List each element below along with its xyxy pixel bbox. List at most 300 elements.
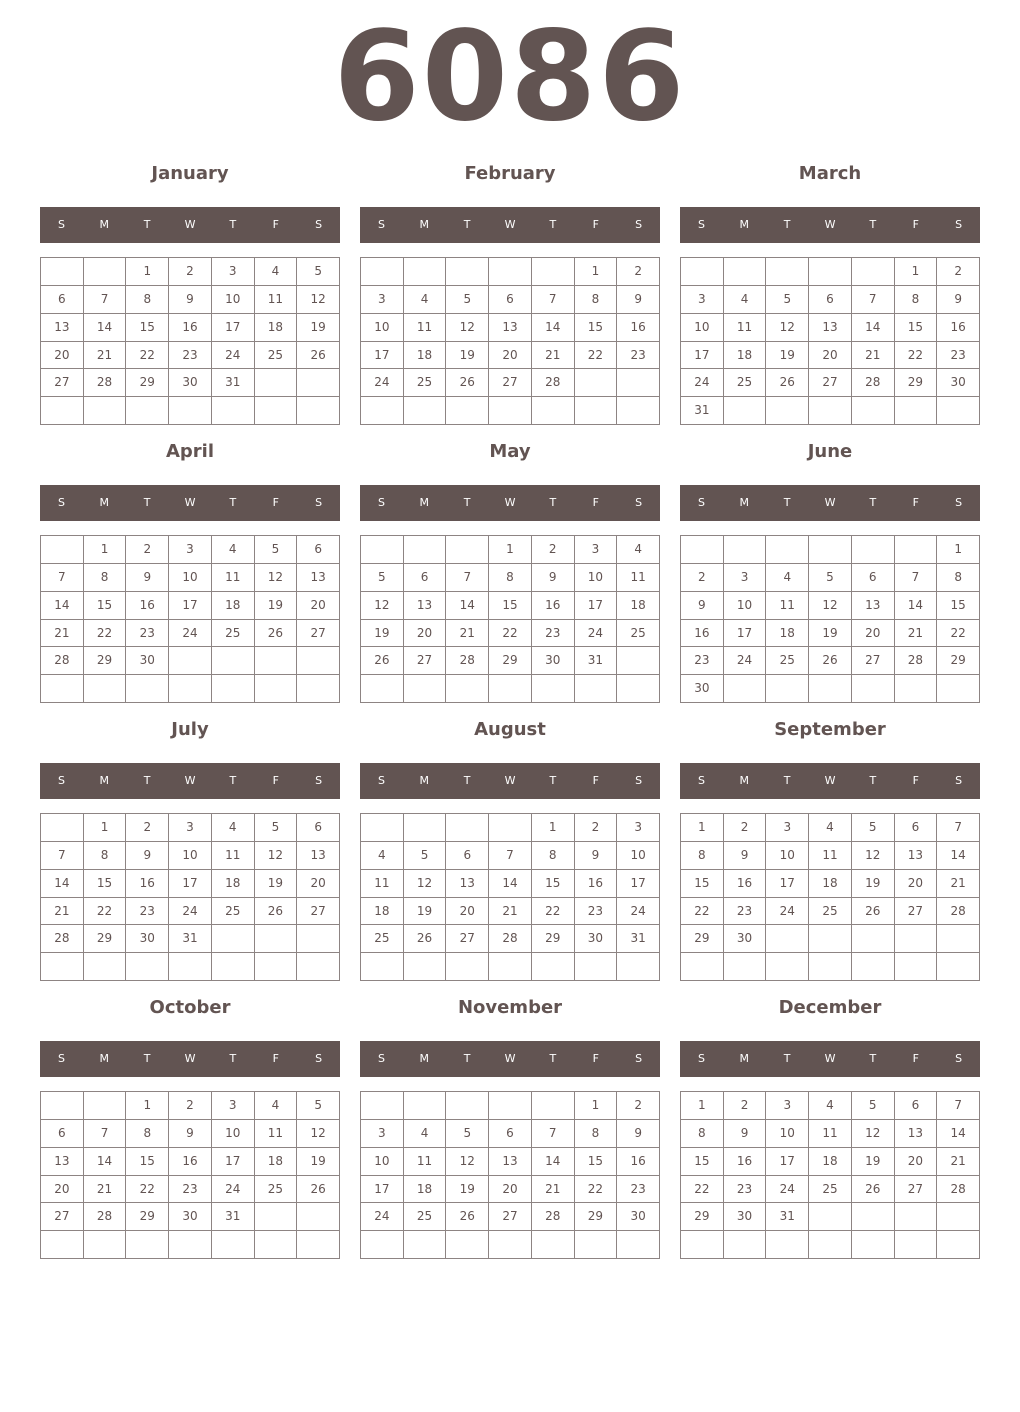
weekday-label: W	[824, 1052, 836, 1065]
day-cell: 21	[937, 1148, 980, 1176]
weekday-label: T	[783, 1052, 791, 1065]
day-cell: 21	[895, 620, 938, 648]
day-cell: 12	[255, 842, 298, 870]
day-cell: 12	[446, 1148, 489, 1176]
day-cell: 22	[489, 620, 532, 648]
day-cell: 8	[489, 564, 532, 592]
day-cell	[446, 953, 489, 981]
day-cell: 7	[84, 286, 127, 314]
day-cell: 12	[809, 592, 852, 620]
day-cell	[489, 814, 532, 842]
weekday-label: S	[377, 496, 385, 509]
day-cell: 24	[681, 369, 724, 397]
weekday-header	[40, 1041, 340, 1077]
day-cell	[126, 675, 169, 703]
day-cell	[617, 397, 660, 425]
day-cell: 13	[41, 1148, 84, 1176]
day-cell: 18	[212, 870, 255, 898]
day-cell	[617, 369, 660, 397]
day-cell	[489, 953, 532, 981]
day-cell: 12	[446, 314, 489, 342]
day-cell: 17	[212, 314, 255, 342]
day-cell: 10	[575, 564, 618, 592]
day-cell: 26	[809, 647, 852, 675]
day-cell: 8	[84, 842, 127, 870]
day-cell	[617, 1231, 660, 1259]
day-cell: 22	[126, 342, 169, 370]
day-cell: 22	[681, 1176, 724, 1204]
day-cell: 26	[297, 342, 340, 370]
day-cell: 31	[575, 647, 618, 675]
day-cell	[852, 258, 895, 286]
day-cell: 28	[895, 647, 938, 675]
day-cell: 21	[41, 620, 84, 648]
day-cell	[937, 1231, 980, 1259]
weekday-label: T	[783, 774, 791, 787]
day-cell: 2	[169, 1092, 212, 1120]
day-cell	[297, 953, 340, 981]
day-cell	[809, 536, 852, 564]
day-cell	[126, 397, 169, 425]
day-cell: 17	[617, 870, 660, 898]
day-cell	[169, 953, 212, 981]
day-cell: 14	[84, 1148, 127, 1176]
day-cell	[489, 397, 532, 425]
day-grid	[40, 1091, 340, 1259]
day-cell: 18	[809, 1148, 852, 1176]
year-title: 6086	[333, 5, 687, 149]
day-cell: 30	[126, 647, 169, 675]
day-cell	[681, 536, 724, 564]
day-cell: 16	[617, 314, 660, 342]
weekday-label: T	[869, 218, 877, 231]
day-cell: 25	[212, 898, 255, 926]
weekday-label: S	[697, 218, 705, 231]
day-cell: 16	[126, 870, 169, 898]
day-cell	[937, 397, 980, 425]
day-cell: 17	[169, 592, 212, 620]
month-name: May	[489, 441, 531, 462]
day-cell: 20	[852, 620, 895, 648]
weekday-label: M	[419, 496, 430, 509]
day-cell: 18	[212, 592, 255, 620]
day-cell	[809, 1203, 852, 1231]
day-cell	[361, 1092, 404, 1120]
day-cell: 5	[297, 1092, 340, 1120]
day-cell	[617, 647, 660, 675]
day-cell: 27	[41, 1203, 84, 1231]
day-grid	[40, 813, 340, 981]
day-cell: 3	[361, 286, 404, 314]
day-cell: 15	[895, 314, 938, 342]
weekday-header	[680, 763, 980, 799]
day-cell: 12	[404, 870, 447, 898]
day-cell: 2	[937, 258, 980, 286]
day-cell: 4	[255, 1092, 298, 1120]
day-cell: 12	[766, 314, 809, 342]
day-cell: 2	[681, 564, 724, 592]
day-cell	[937, 925, 980, 953]
day-cell: 11	[724, 314, 767, 342]
day-cell: 5	[766, 286, 809, 314]
weekday-label: F	[592, 774, 599, 787]
weekday-label: S	[315, 1052, 323, 1065]
weekday-label: S	[955, 496, 963, 509]
day-cell: 1	[681, 814, 724, 842]
weekday-label: W	[824, 774, 836, 787]
day-cell: 11	[255, 1120, 298, 1148]
day-cell: 14	[852, 314, 895, 342]
day-cell: 30	[169, 1203, 212, 1231]
day-cell: 6	[404, 564, 447, 592]
day-cell: 9	[532, 564, 575, 592]
day-grid	[360, 535, 660, 703]
day-cell: 17	[575, 592, 618, 620]
day-cell: 21	[532, 1176, 575, 1204]
month-name: December	[778, 997, 882, 1018]
weekday-label: W	[504, 496, 516, 509]
weekday-label: S	[697, 774, 705, 787]
weekday-label: S	[315, 496, 323, 509]
day-cell: 26	[255, 620, 298, 648]
weekday-label: T	[143, 1052, 151, 1065]
weekday-label: M	[419, 218, 430, 231]
day-cell: 3	[169, 536, 212, 564]
day-cell: 28	[532, 369, 575, 397]
day-cell	[255, 369, 298, 397]
day-cell	[297, 1231, 340, 1259]
day-cell: 1	[937, 536, 980, 564]
day-cell: 19	[852, 1148, 895, 1176]
day-cell: 3	[724, 564, 767, 592]
weekday-label: S	[955, 218, 963, 231]
day-cell	[297, 369, 340, 397]
day-cell: 7	[532, 286, 575, 314]
day-cell	[575, 953, 618, 981]
day-cell: 4	[361, 842, 404, 870]
weekday-label: W	[184, 1052, 196, 1065]
day-cell: 10	[724, 592, 767, 620]
day-cell: 30	[575, 925, 618, 953]
day-cell	[41, 953, 84, 981]
day-cell: 10	[169, 842, 212, 870]
day-cell: 20	[404, 620, 447, 648]
day-cell: 19	[766, 342, 809, 370]
day-cell	[404, 1231, 447, 1259]
day-cell: 8	[681, 842, 724, 870]
weekday-label: M	[99, 218, 110, 231]
day-cell: 24	[212, 1176, 255, 1204]
day-cell: 15	[126, 1148, 169, 1176]
day-cell: 29	[84, 925, 127, 953]
day-cell: 7	[446, 564, 489, 592]
months-grid	[40, 148, 980, 1260]
day-cell	[41, 814, 84, 842]
day-cell	[297, 675, 340, 703]
day-cell: 22	[84, 898, 127, 926]
month-june	[680, 426, 980, 704]
weekday-label: M	[99, 496, 110, 509]
day-cell: 6	[41, 286, 84, 314]
day-cell: 28	[937, 898, 980, 926]
day-cell: 30	[126, 925, 169, 953]
day-cell: 6	[489, 286, 532, 314]
day-cell: 31	[681, 397, 724, 425]
day-cell	[361, 1231, 404, 1259]
day-cell	[361, 814, 404, 842]
day-cell: 23	[532, 620, 575, 648]
day-cell	[575, 1231, 618, 1259]
day-grid	[360, 257, 660, 425]
day-cell	[297, 647, 340, 675]
day-cell: 9	[937, 286, 980, 314]
day-cell: 11	[404, 1148, 447, 1176]
month-april	[40, 426, 340, 704]
day-cell	[212, 675, 255, 703]
day-cell: 11	[809, 842, 852, 870]
day-cell: 4	[255, 258, 298, 286]
day-cell	[212, 925, 255, 953]
day-cell: 17	[212, 1148, 255, 1176]
day-cell	[724, 953, 767, 981]
day-cell: 18	[809, 870, 852, 898]
day-cell	[724, 1231, 767, 1259]
day-cell: 6	[895, 814, 938, 842]
day-cell: 15	[681, 870, 724, 898]
weekday-label: W	[184, 496, 196, 509]
month-name: March	[798, 163, 862, 184]
day-cell: 10	[681, 314, 724, 342]
day-cell: 3	[212, 258, 255, 286]
weekday-label: W	[824, 496, 836, 509]
day-cell	[404, 258, 447, 286]
day-cell: 17	[169, 870, 212, 898]
day-cell	[446, 536, 489, 564]
weekday-label: M	[739, 496, 750, 509]
day-cell	[852, 1231, 895, 1259]
day-cell: 15	[126, 314, 169, 342]
month-march	[680, 148, 980, 426]
day-cell: 17	[361, 1176, 404, 1204]
day-cell	[41, 258, 84, 286]
day-cell: 5	[361, 564, 404, 592]
day-cell: 25	[809, 898, 852, 926]
weekday-label: S	[635, 218, 643, 231]
weekday-label: T	[143, 218, 151, 231]
day-cell	[895, 1231, 938, 1259]
day-cell: 28	[532, 1203, 575, 1231]
month-name: August	[474, 719, 546, 740]
day-cell: 25	[404, 1203, 447, 1231]
day-cell: 25	[212, 620, 255, 648]
weekday-label: S	[635, 1052, 643, 1065]
day-cell: 5	[809, 564, 852, 592]
weekday-label: W	[824, 218, 836, 231]
day-cell: 14	[532, 314, 575, 342]
weekday-header	[360, 763, 660, 799]
day-cell: 22	[681, 898, 724, 926]
day-cell: 22	[895, 342, 938, 370]
day-cell	[84, 1231, 127, 1259]
day-cell: 29	[489, 647, 532, 675]
day-cell: 20	[895, 1148, 938, 1176]
day-cell: 15	[84, 592, 127, 620]
day-cell: 19	[297, 314, 340, 342]
day-cell: 4	[809, 814, 852, 842]
day-cell: 7	[84, 1120, 127, 1148]
day-cell: 6	[489, 1120, 532, 1148]
day-cell: 26	[852, 1176, 895, 1204]
day-cell: 15	[532, 870, 575, 898]
day-cell: 6	[41, 1120, 84, 1148]
month-september	[680, 704, 980, 982]
day-cell	[84, 1092, 127, 1120]
day-cell	[617, 675, 660, 703]
day-cell	[489, 258, 532, 286]
day-cell: 1	[575, 1092, 618, 1120]
day-cell: 12	[852, 1120, 895, 1148]
day-cell: 10	[361, 314, 404, 342]
day-cell	[404, 397, 447, 425]
weekday-label: W	[504, 774, 516, 787]
day-cell: 16	[169, 1148, 212, 1176]
day-cell: 10	[361, 1148, 404, 1176]
day-cell: 17	[724, 620, 767, 648]
day-cell: 19	[361, 620, 404, 648]
month-january	[40, 148, 340, 426]
day-cell: 1	[681, 1092, 724, 1120]
day-cell: 21	[852, 342, 895, 370]
day-cell: 31	[766, 1203, 809, 1231]
day-cell: 25	[255, 342, 298, 370]
day-cell: 27	[852, 647, 895, 675]
weekday-header	[40, 485, 340, 521]
day-cell: 29	[937, 647, 980, 675]
day-cell	[766, 925, 809, 953]
weekday-label: T	[229, 218, 237, 231]
day-cell	[809, 953, 852, 981]
day-cell	[212, 1231, 255, 1259]
day-cell: 3	[169, 814, 212, 842]
day-cell	[681, 1231, 724, 1259]
day-cell: 25	[809, 1176, 852, 1204]
day-cell	[489, 1092, 532, 1120]
day-cell	[255, 397, 298, 425]
day-cell: 1	[895, 258, 938, 286]
day-cell: 21	[489, 898, 532, 926]
weekday-header	[360, 485, 660, 521]
day-cell: 11	[212, 564, 255, 592]
day-cell: 11	[617, 564, 660, 592]
day-cell	[84, 953, 127, 981]
day-cell	[404, 675, 447, 703]
weekday-label: T	[549, 1052, 557, 1065]
day-cell	[446, 258, 489, 286]
day-cell: 8	[126, 286, 169, 314]
day-cell: 19	[852, 870, 895, 898]
day-cell: 4	[766, 564, 809, 592]
day-cell	[489, 675, 532, 703]
weekday-label: S	[57, 774, 65, 787]
day-cell	[255, 925, 298, 953]
day-cell: 15	[937, 592, 980, 620]
day-cell: 11	[766, 592, 809, 620]
weekday-label: F	[912, 218, 919, 231]
day-cell: 30	[681, 675, 724, 703]
day-cell: 18	[255, 1148, 298, 1176]
day-cell: 20	[489, 342, 532, 370]
day-cell	[84, 258, 127, 286]
day-cell: 14	[937, 842, 980, 870]
day-cell: 26	[404, 925, 447, 953]
weekday-label: M	[99, 774, 110, 787]
day-cell	[937, 1203, 980, 1231]
day-cell: 24	[212, 342, 255, 370]
month-name: June	[807, 441, 853, 462]
day-cell: 16	[617, 1148, 660, 1176]
day-cell: 10	[617, 842, 660, 870]
day-cell: 5	[852, 1092, 895, 1120]
day-cell: 12	[852, 842, 895, 870]
day-cell: 31	[617, 925, 660, 953]
day-cell: 13	[489, 314, 532, 342]
day-cell: 16	[575, 870, 618, 898]
day-cell	[84, 675, 127, 703]
day-cell: 16	[681, 620, 724, 648]
weekday-header	[680, 485, 980, 521]
month-name: February	[464, 163, 556, 184]
day-cell	[895, 925, 938, 953]
day-cell	[895, 675, 938, 703]
weekday-label: S	[697, 1052, 705, 1065]
day-cell: 13	[297, 842, 340, 870]
day-cell: 1	[532, 814, 575, 842]
day-cell: 7	[852, 286, 895, 314]
day-cell: 14	[489, 870, 532, 898]
day-cell: 15	[575, 314, 618, 342]
day-cell: 2	[617, 258, 660, 286]
day-cell: 24	[169, 620, 212, 648]
day-cell: 25	[617, 620, 660, 648]
day-cell	[532, 397, 575, 425]
day-cell: 18	[617, 592, 660, 620]
day-cell	[41, 397, 84, 425]
day-cell: 13	[895, 842, 938, 870]
weekday-header	[40, 763, 340, 799]
weekday-label: M	[739, 218, 750, 231]
day-cell: 14	[41, 870, 84, 898]
day-cell: 9	[617, 1120, 660, 1148]
day-cell: 3	[617, 814, 660, 842]
day-cell	[361, 536, 404, 564]
day-cell: 24	[724, 647, 767, 675]
day-cell	[809, 925, 852, 953]
day-cell	[446, 1092, 489, 1120]
day-cell: 5	[446, 1120, 489, 1148]
day-cell: 28	[41, 925, 84, 953]
day-cell: 26	[766, 369, 809, 397]
day-cell: 13	[895, 1120, 938, 1148]
day-cell: 22	[575, 1176, 618, 1204]
day-cell: 30	[724, 925, 767, 953]
day-cell: 13	[404, 592, 447, 620]
day-cell	[361, 953, 404, 981]
weekday-header	[680, 207, 980, 243]
day-cell: 7	[489, 842, 532, 870]
day-cell	[297, 925, 340, 953]
day-cell: 3	[575, 536, 618, 564]
day-grid	[40, 535, 340, 703]
